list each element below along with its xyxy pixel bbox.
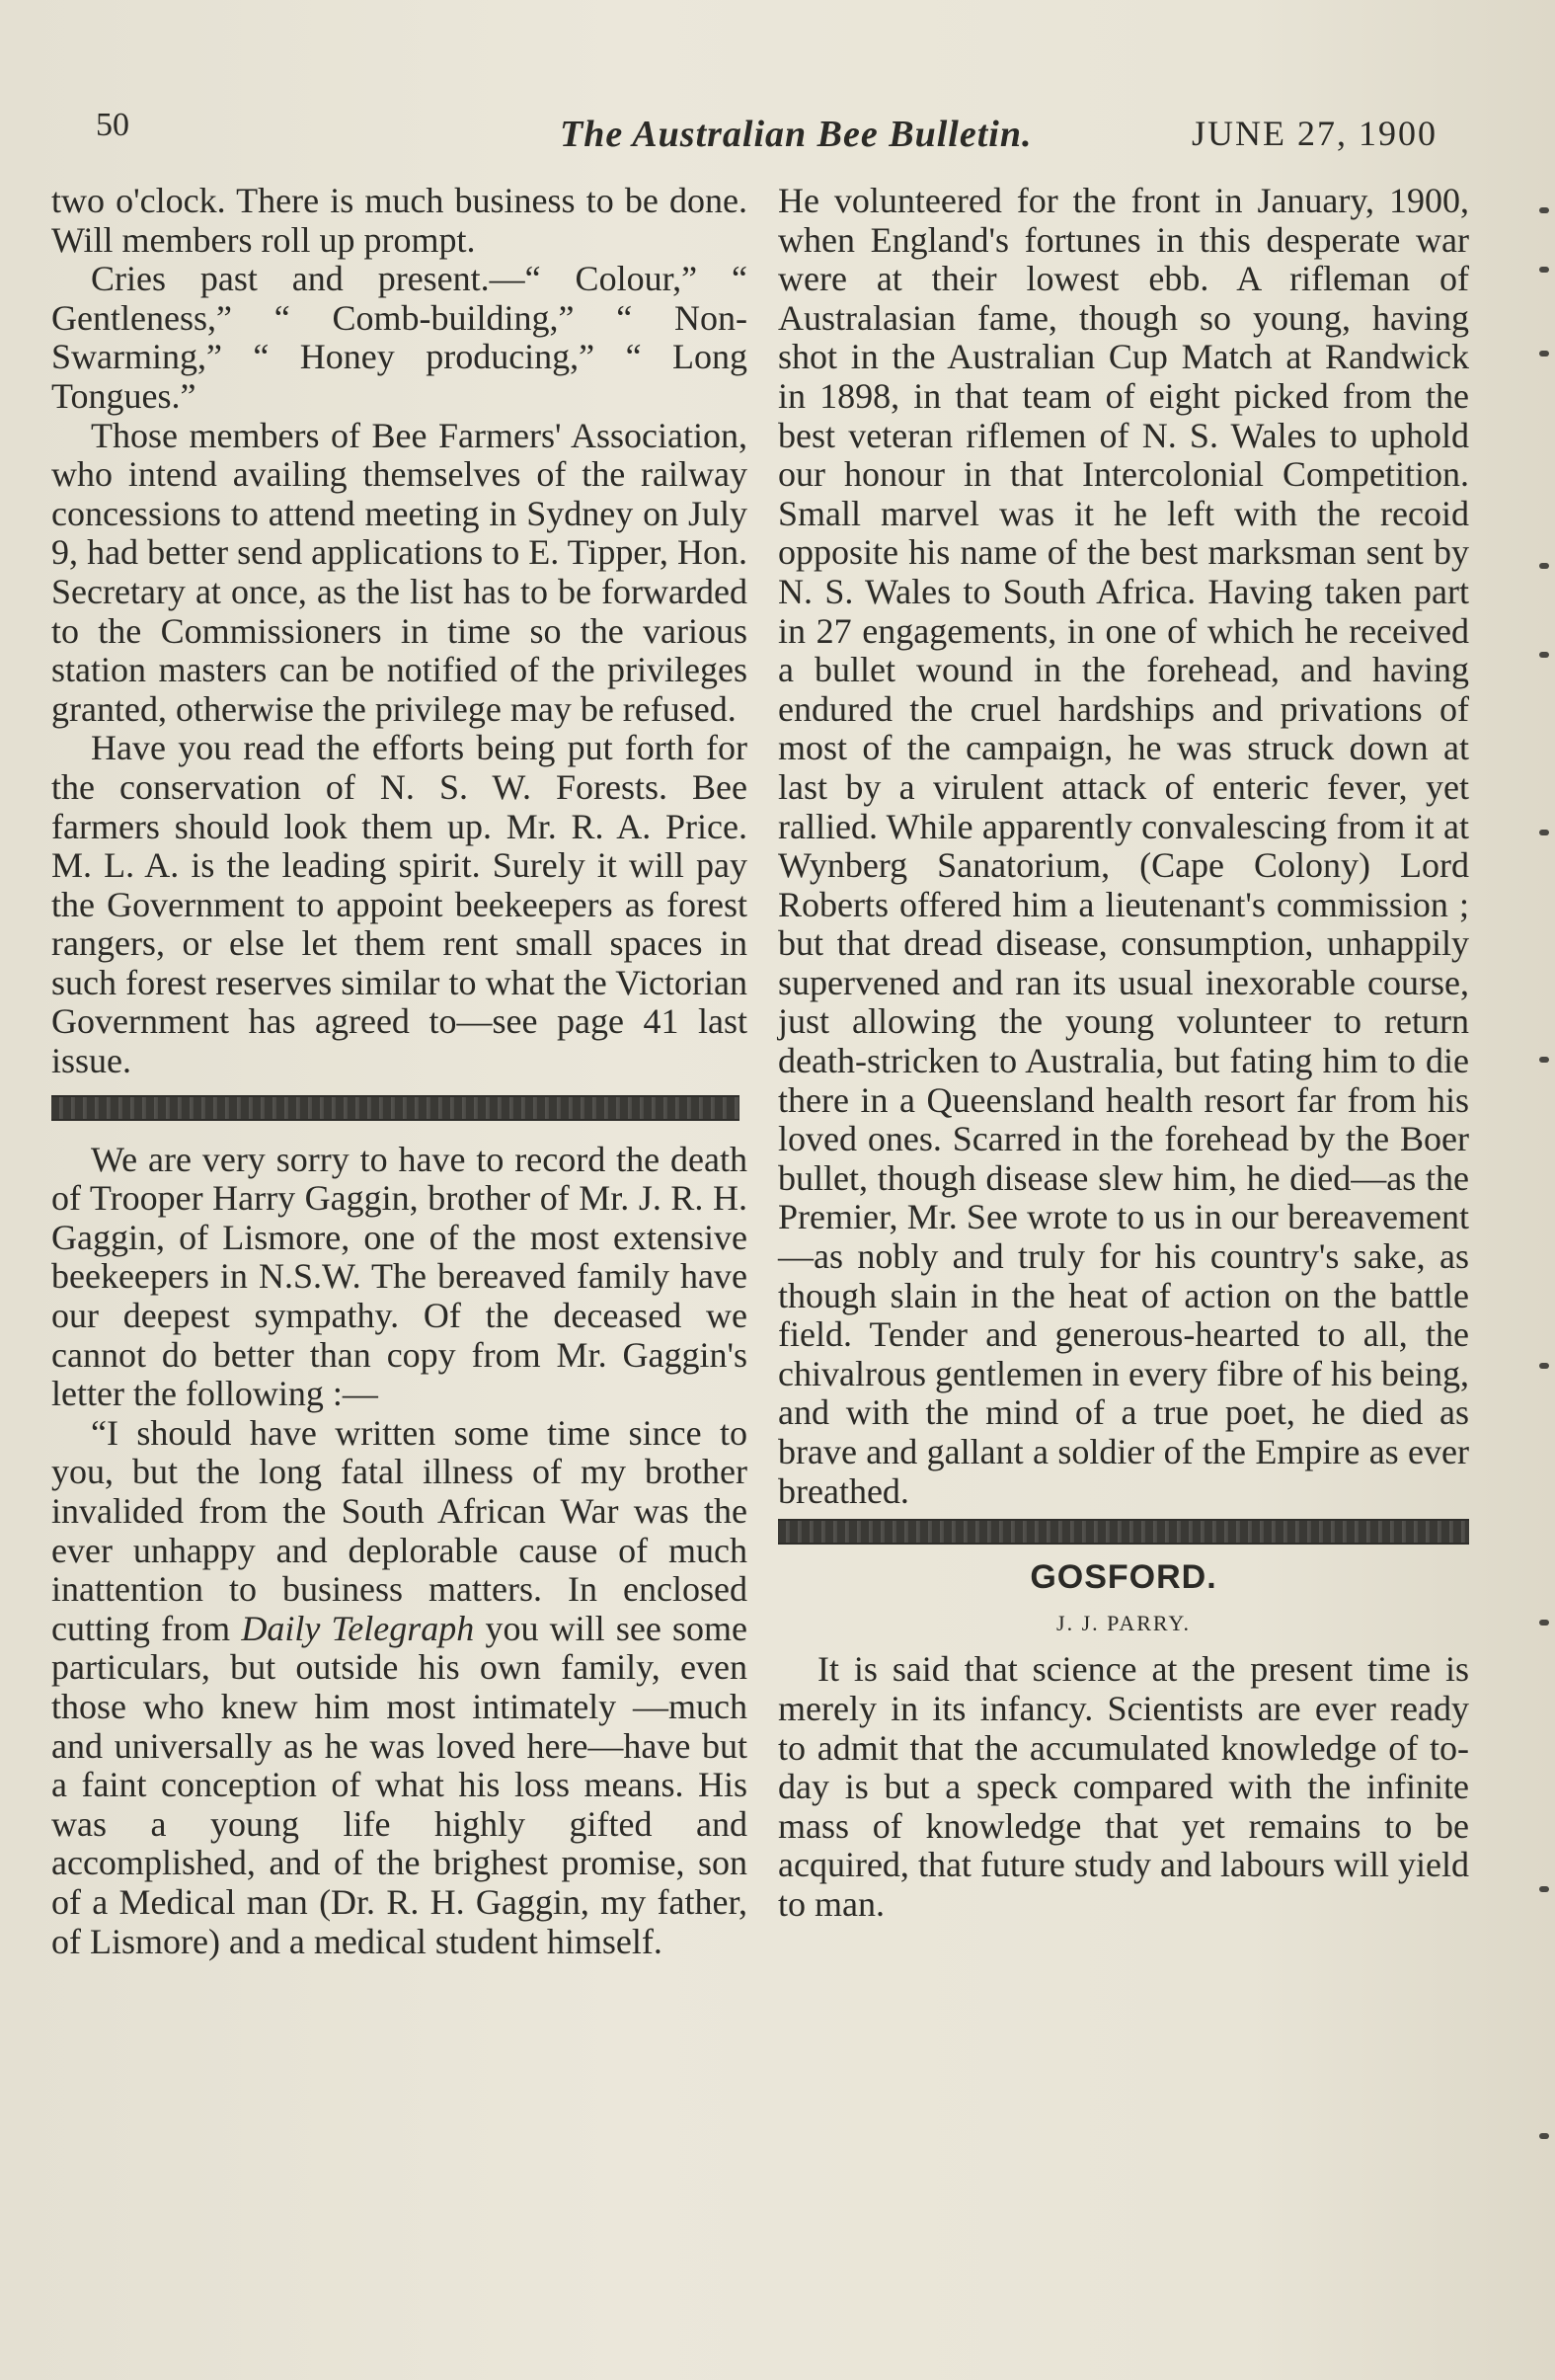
- edge-mark: [1539, 1620, 1549, 1626]
- right-column: [778, 182, 1469, 1925]
- paragraph: two o'clock. There is much business to be done. Will members roll up prompt.: [51, 181, 747, 260]
- text-run: you will see some particulars, but outside his own family, even those who knew him most intimately —much and universally as he was loved here—have but a faint conception of what his loss means. His was a young life highly gifted and accomplished, and of the brighest promise, son of a Medical man (Dr. R. H. Gaggin, my father, of Lismore) and a medical student himself.: [51, 1608, 748, 1961]
- edge-mark: [1539, 267, 1549, 273]
- section-divider: [778, 1519, 1469, 1545]
- issue-date: JUNE 27, 1900: [1192, 114, 1438, 153]
- edge-mark: [1539, 1363, 1549, 1369]
- edge-mark: [1539, 1057, 1549, 1063]
- edge-mark: [1539, 207, 1549, 213]
- newspaper-name: Daily Telegraph: [241, 1608, 475, 1648]
- edge-mark: [1539, 2133, 1549, 2139]
- section-heading: GOSFORD.: [1030, 1558, 1217, 1597]
- edge-mark: [1539, 830, 1549, 835]
- page-edge-marks: [1516, 119, 1555, 2192]
- paragraph: [51, 1414, 747, 1961]
- edge-mark: [1539, 563, 1549, 569]
- paragraph: It is said that science at the present time is merely in its infancy. Scientists are ever ready to admit that the accumulated knowledge of to-day is but a speck compared with the infinite mass of knowledge that yet remains to be acquired, that future study and labours will yield to man.: [778, 1649, 1469, 1924]
- section-divider: [51, 1095, 739, 1121]
- paragraph: Cries past and present.—“ Colour,” “ Gentleness,” “ Comb-building,” “ Non-Swarming,” “ Honey producing,” “ Long Tongues.”: [51, 259, 747, 416]
- edge-mark: [1539, 652, 1549, 658]
- page-header: [51, 107, 1453, 166]
- byline: J. J. PARRY.: [1056, 1610, 1191, 1635]
- paragraph: We are very sorry to have to record the death of Trooper Harry Gaggin, brother of Mr. J. R. H. Gaggin, of Lismore, one of the most extensive beekeepers in N.S.W. The bereaved family have our deepest sympathy. Of the deceased we cannot do better than copy from Mr. Gaggin's letter the following :—: [51, 1139, 747, 1414]
- page-number: 50: [96, 107, 129, 143]
- text-run: “I should have written some time since to you, but the long fatal illness of my brother invalided from the South African War was the ever unhappy and deplorable cause of much inattention to business matters. In enclosed cutting from: [51, 1412, 747, 1648]
- edge-mark: [1539, 1886, 1549, 1892]
- edge-mark: [1539, 351, 1549, 357]
- publication-title: The Australian Bee Bulletin.: [560, 114, 1033, 155]
- paragraph: Those members of Bee Farmers' Association, who intend availing themselves of the railway concessions to attend meeting in Sydney on July 9, had better send applications to E. Tipper, Hon. Secretary at once, as the list has to be forwarded to the Commissioners in time so the various station masters can be notified of the privileges granted, otherwise the privilege may be refused.: [51, 415, 747, 729]
- paragraph: Have you read the efforts being put forth for the conservation of N. S. W. Forests. Bee farmers should look them up. Mr. R. A. Price. M. L. A. is the leading spirit. Surely it will pay the Government to appoint beekeepers as forest rangers, or else let them rent small spaces in such forest reserves similar to what the Victorian Government has agreed to—see page 41 last issue.: [51, 728, 747, 1081]
- paragraph: He volunteered for the front in January, 1900, when England's fortunes in this desperate war were at their lowest ebb. A rifleman of Australasian fame, though so young, having shot in the Australian Cup Match at Randwick in 1898, in that team of eight picked from the best veteran riflemen of N. S. Wales to uphold our honour in that Intercolonial Competition. Small marvel was it he left with the recoid opposite his name of the best marksman sent by N. S. Wales to South Africa. Having taken part in 27 engagements, in one of which he received a bullet wound in the forehead, and having endured the cruel hardships and privations of most of the campaign, he was struck down at last by a virulent attack of enteric fever, yet rallied. While apparently convalescing from it at Wynberg Sanatorium, (Cape Colony) Lord Roberts offered him a lieutenant's commission ; but that dread disease, consumption, unhappily supervened and ran its usual inexorable course, just allowing the young volunteer to return death-stricken to Australia, but fating him to die there in a Queensland health resort far from his loved ones. Scarred in the forehead by the Boer bullet, though disease slew him, he died—as the Premier, Mr. See wrote to us in our bereavement—as nobly and truly for his country's sake, as though slain in the heat of action on the battle field. Tender and generous-hearted to all, the chivalrous gentlemen in every fibre of his being, and with the mind of a true poet, he died as brave and gallant a soldier of the Empire as ever breathed.: [778, 181, 1469, 1511]
- left-column: [51, 182, 747, 1961]
